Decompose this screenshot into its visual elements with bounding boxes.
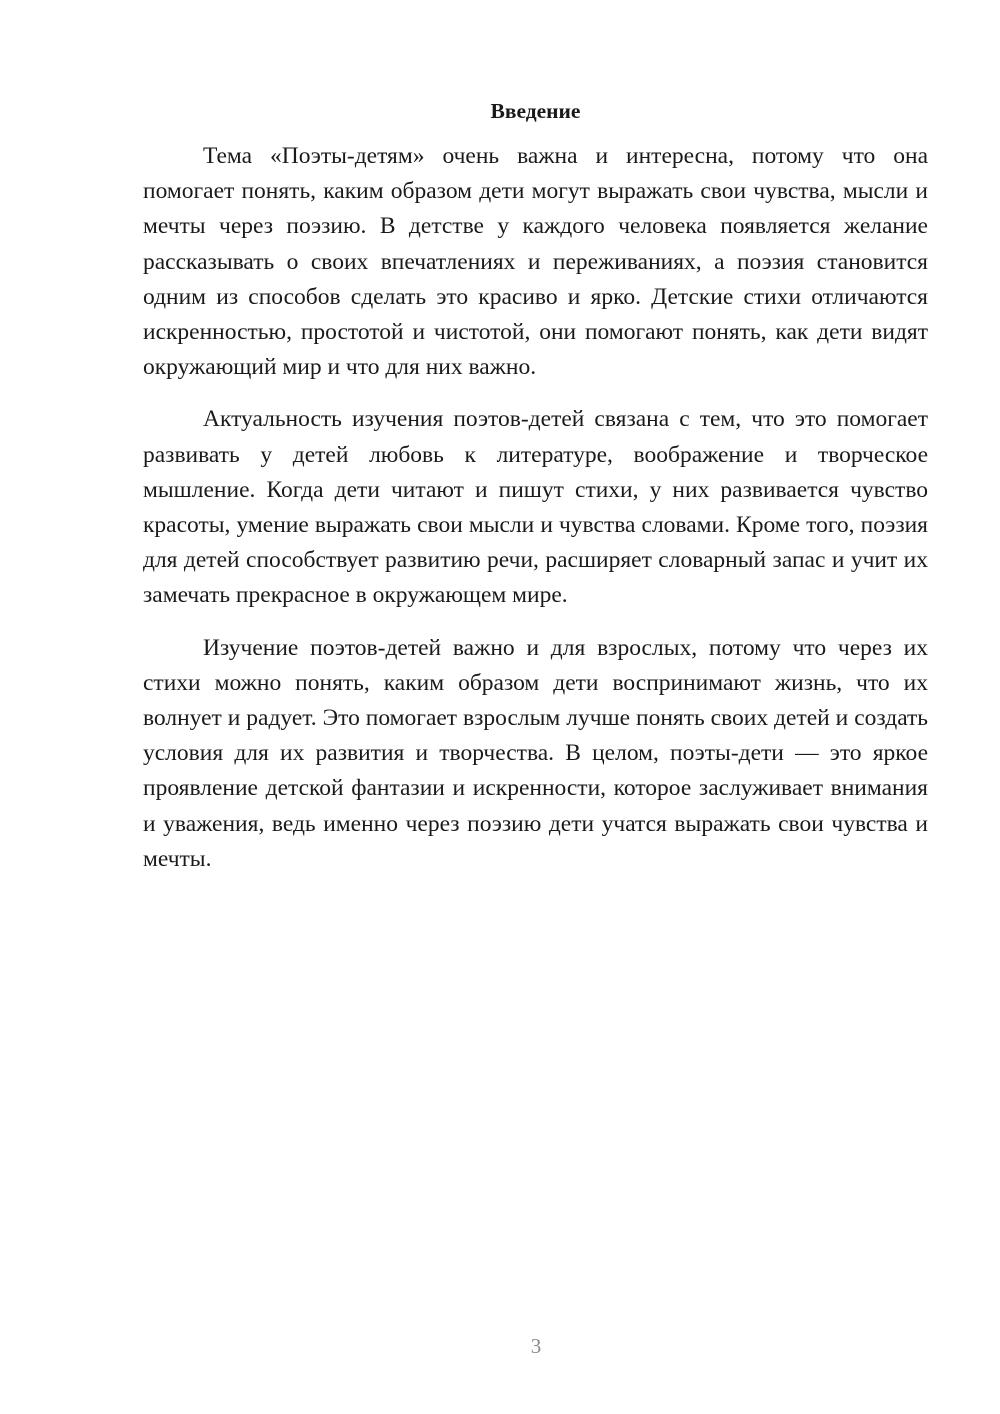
paragraph-2: Актуальность изучения поэтов-детей связана с тем, что это помогает развивать у детей любовь к литературе, воображение и творческое мышление. Когда дети читают и пишут стихи, у них развивается чувство красоты, умение выражать свои мысли и чувства словами. Кроме того, поэзия для детей способствует развитию речи, расширяет словарный запас и учит их замечать прекрасное в окружающем мире.	[143, 406, 928, 609]
page-number: 3	[530, 1334, 542, 1358]
section-title: Введение	[490, 99, 581, 123]
paragraph-3: Изучение поэтов-детей важно и для взрослых, потому что через их стихи можно понять, каким образом дети воспринимают жизнь, что их волнует и радует. Это помогает взрослым лучше понять своих детей и создать условия для их развития и творчества. В целом, поэты-дети — это яркое проявление детской фантазии и искренности, которое заслуживает внимания и уважения, ведь именно через поэзию дети учатся выражать свои чувства и мечты.	[143, 634, 928, 872]
page-content	[143, 96, 928, 877]
paragraph-1: Тема «Поэты-детям» очень важна и интересна, потому что она помогает понять, каким образом дети могут выражать свои чувства, мысли и мечты через поэзию. В детстве у каждого человека появляется желание рассказывать о своих впечатлениях и переживаниях, а поэзия становится одним из способов сделать это красиво и ярко. Детские стихи отличаются искренностью, простотой и чистотой, они помогают понять, как дети видят окружающий мир и что для них важно.	[143, 143, 928, 381]
